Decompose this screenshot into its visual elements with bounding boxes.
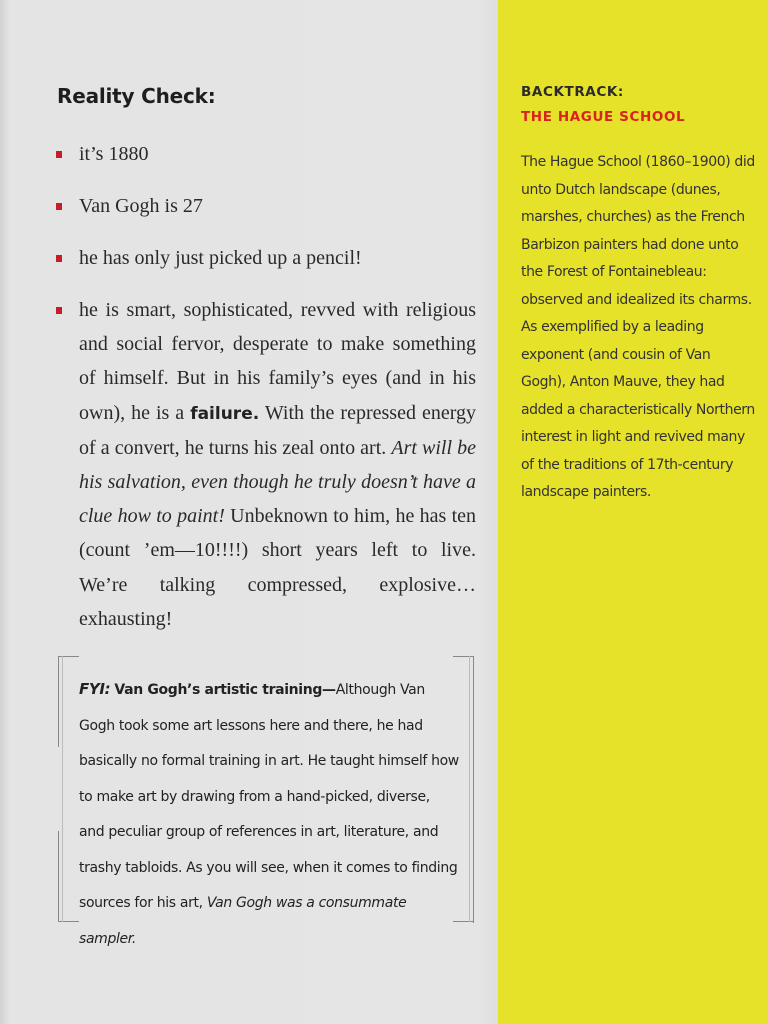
italic-salvation: Art will be his salvation, even though he truly doesn’t have a clue how to paint! (79, 436, 476, 528)
sidebar-kicker: BACKTRACK: (521, 84, 624, 100)
list-item-text: he has only just picked up a pencil! (79, 247, 362, 269)
fyi-closing: Van Gogh was a consummate sampler. (79, 895, 407, 947)
box-rule (62, 656, 63, 922)
reality-check-list (56, 137, 476, 636)
list-item-text-part: With the repressed energy of a convert, he turns his zeal onto art. (79, 401, 476, 459)
fyi-topic: Van Gogh’s artistic training— (114, 682, 336, 698)
list-item-text: it’s 1880 (79, 143, 149, 165)
fyi-body: Although Van Gogh took some art lessons here and there, he had basically no formal training in art. He taught himself how to make art by drawing from a hand-picked, diverse, and peculiar group of references in art, literature, and trashy tabloids. As you will see, when it comes to finding sources for his art, (79, 682, 459, 911)
fyi-text (79, 672, 459, 957)
sidebar-title: THE HAGUE SCHOOL (521, 109, 686, 125)
list-item (56, 241, 476, 275)
square-bullet-icon (56, 307, 62, 314)
list-item-text-part: he is smart, sophisticated, revved with religious and social fervor, desperate to make something of himself. But in his family’s eyes (and in his own), he is a (79, 299, 476, 424)
list-item-text-part: Unbeknown to him, he has ten (count ’em—10!!!!) short years left to live. We’re talking compressed, explosive…exhausting! (79, 505, 477, 630)
reality-check-heading: Reality Check: (57, 84, 216, 108)
list-item (56, 137, 476, 171)
list-item (56, 293, 476, 636)
list-item (56, 189, 476, 223)
sidebar-body: The Hague School (1860–1900) did unto Dutch landscape (dunes, marshes, churches) as the French Barbizon painters had done unto the Forest of Fontainebleau: observed and idealized its charms. As exemplified by a leading exponent (and cousin of Van Gogh), Anton Mauve, they had added a characteristically Northern interest in light and revived many of the traditions of 17th-century landscape painters. (521, 154, 755, 500)
square-bullet-icon (56, 203, 62, 210)
square-bullet-icon (56, 151, 62, 158)
square-bullet-icon (56, 255, 62, 262)
fyi-label: FYI: (79, 680, 111, 698)
emphasis-failure: failure. (190, 403, 260, 424)
list-item-text: Van Gogh is 27 (79, 195, 203, 217)
box-rule (469, 656, 470, 922)
fyi-box (58, 656, 474, 947)
